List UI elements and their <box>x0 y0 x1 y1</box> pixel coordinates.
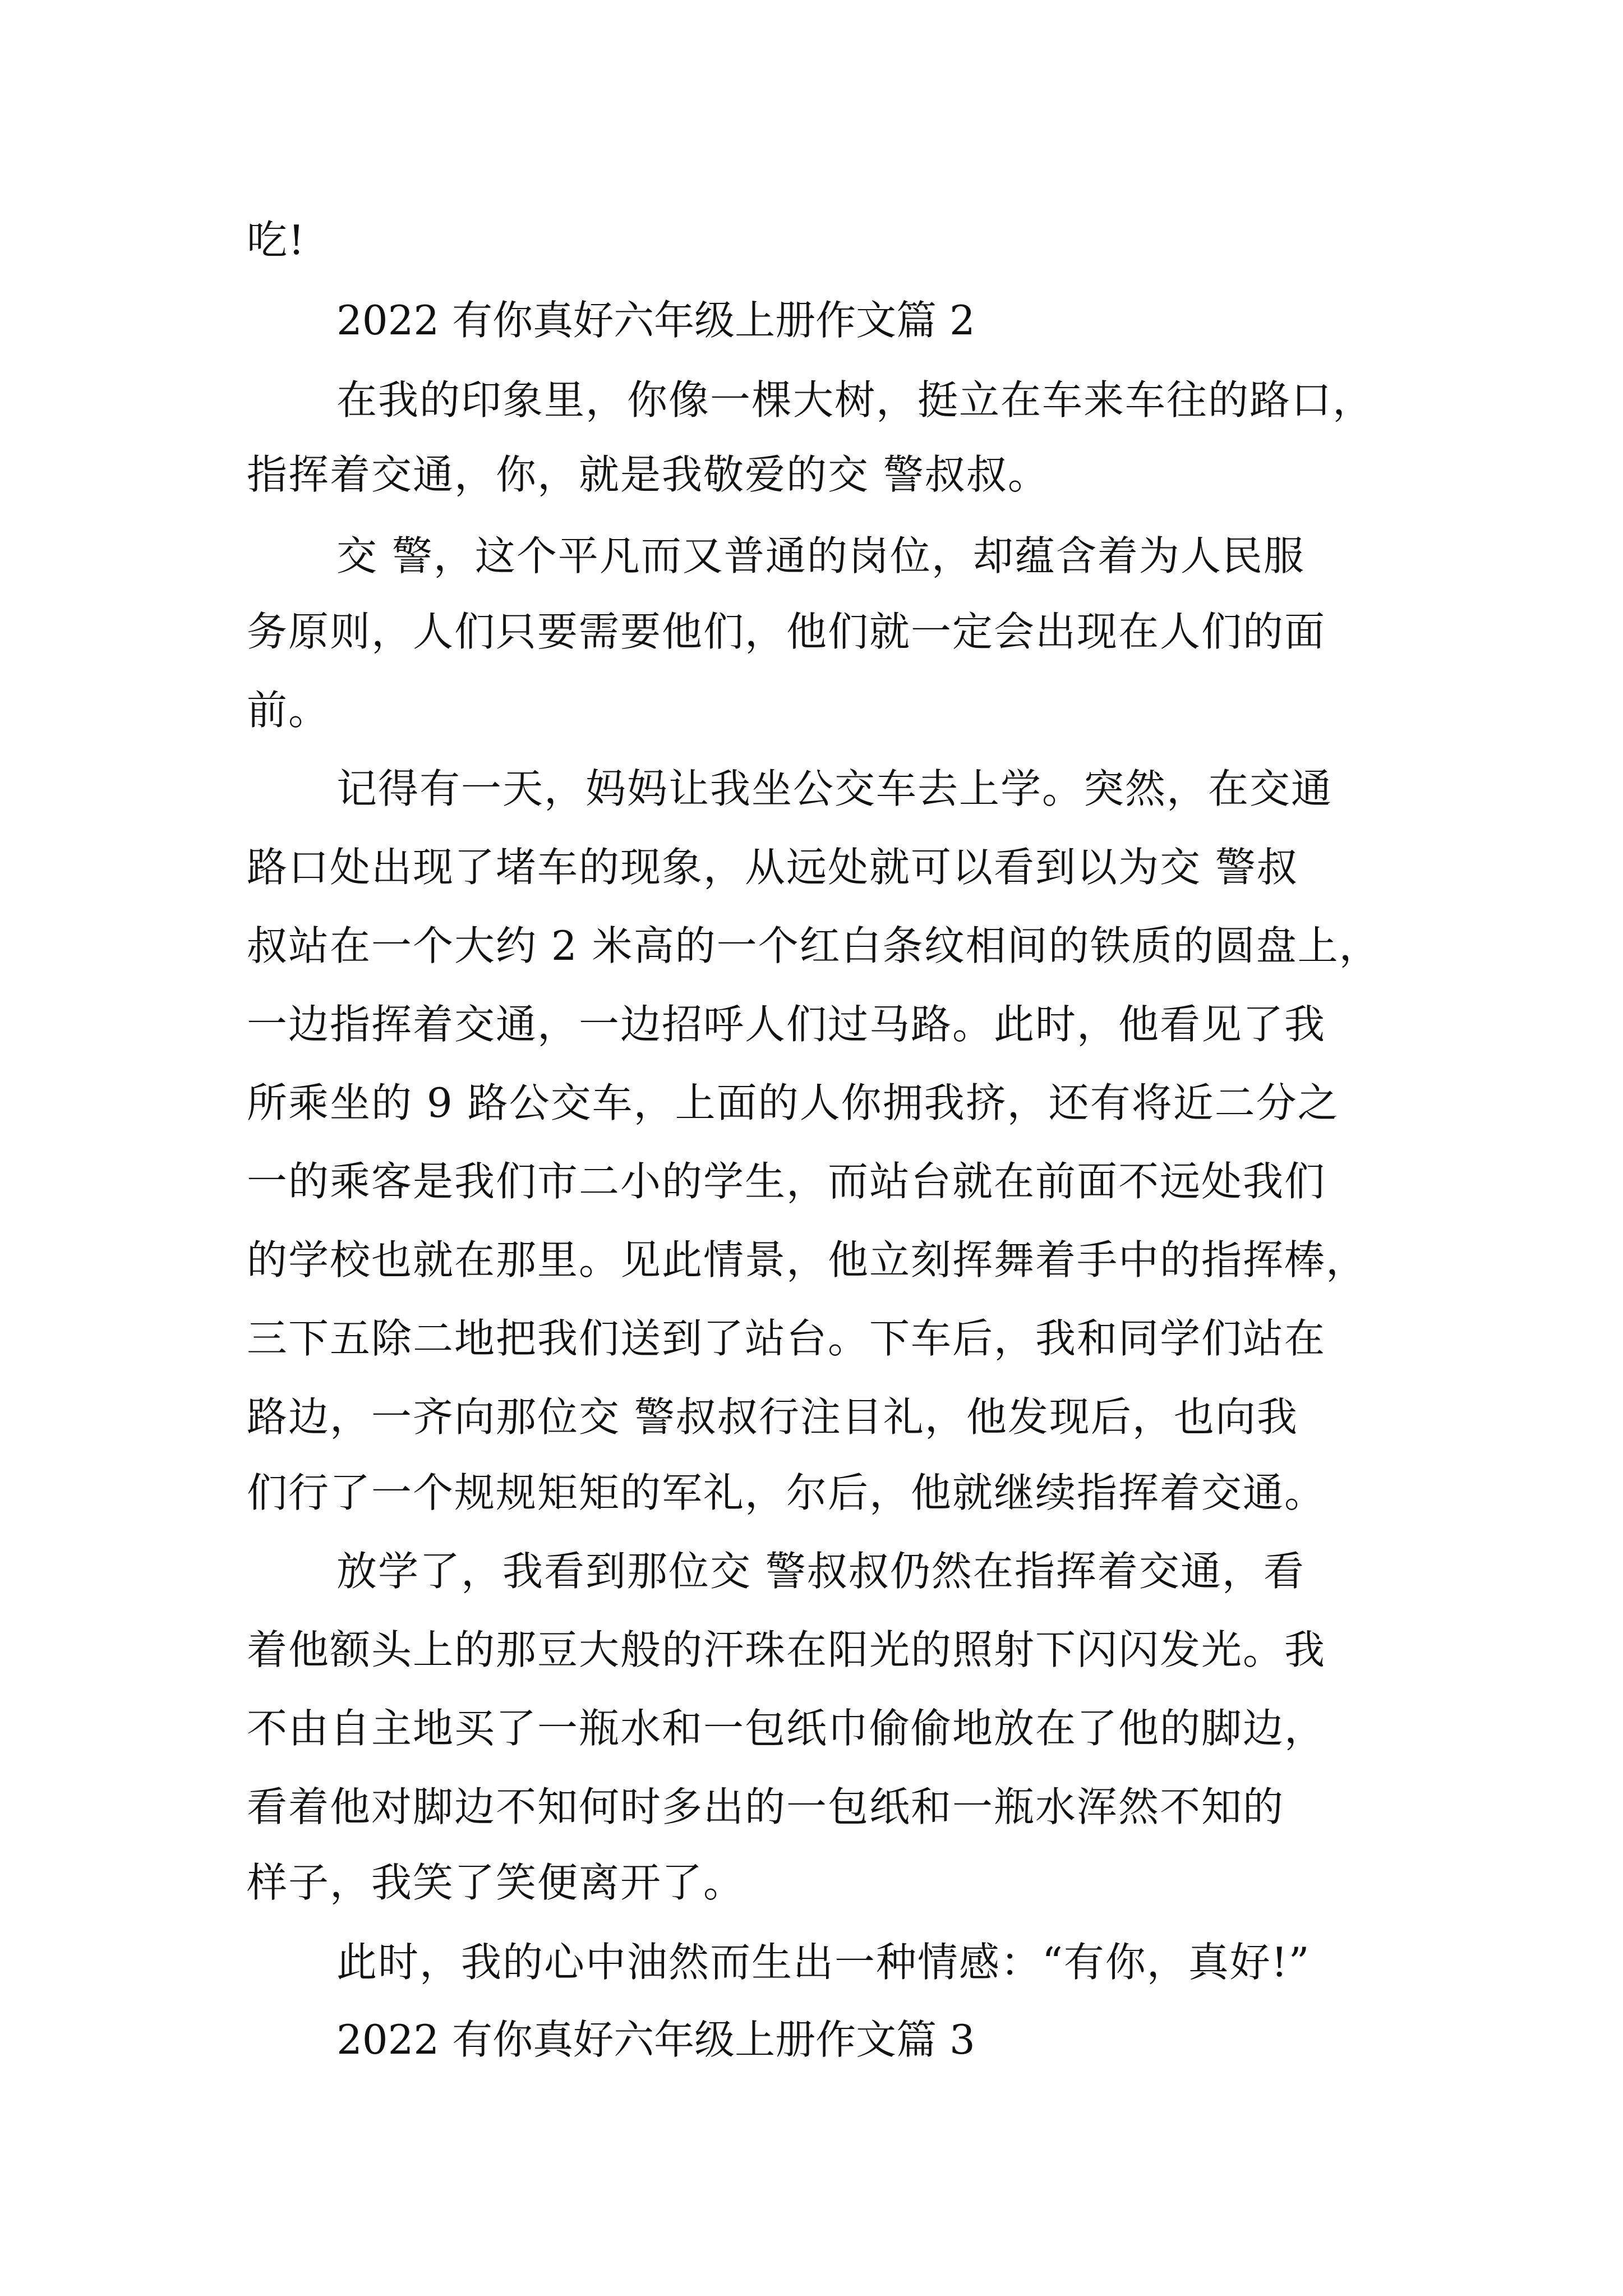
section-heading: 2022 有你真好六年级上册作文篇 2 <box>336 297 975 344</box>
text-line: 吃! <box>247 217 306 264</box>
text-line: 交 警，这个平凡而又普通的岗位，却蕴含着为人民服 <box>336 532 1305 579</box>
text-line: 指挥着交通，你，就是我敬爱的交 警叔叔。 <box>247 451 1049 498</box>
text-line: 着他额头上的那豆大般的汗珠在阳光的照射下闪闪发光。我 <box>247 1626 1326 1673</box>
text-line: 一边指挥着交通，一边招呼人们过马路。此时，他看见了我 <box>247 1001 1326 1048</box>
section-heading: 2022 有你真好六年级上册作文篇 3 <box>336 2016 975 2063</box>
text-line: 前。 <box>247 687 330 734</box>
text-line: 不由自主地买了一瓶水和一包纸巾偷偷地放在了他的脚边， <box>247 1705 1326 1752</box>
text-line: 叔站在一个大约 2 米高的一个红白条纹相间的铁质的圆盘上， <box>247 922 1381 969</box>
text-line: 在我的印象里，你像一棵大树，挺立在车来车往的路口， <box>336 376 1375 424</box>
text-line: 三下五除二地把我们送到了站台。下车后，我和同学们站在 <box>247 1315 1326 1362</box>
text-line: 一的乘客是我们市二小的学生，而站台就在前面不远处我们 <box>247 1158 1326 1205</box>
text-line: 此时，我的心中油然而生出一种情感：“有你，真好!” <box>336 1939 1311 1986</box>
text-line: 记得有一天，妈妈让我坐公交车去上学。突然，在交通 <box>336 765 1333 812</box>
text-line: 的学校也就在那里。见此情景，他立刻挥舞着手中的指挥棒， <box>247 1236 1368 1283</box>
text-line: 所乘坐的 9 路公交车，上面的人你拥我挤，还有将近二分之 <box>247 1079 1339 1126</box>
text-line: 路口处出现了堵车的现象，从远处就可以看到以为交 警叔 <box>247 844 1298 891</box>
text-line: 样子，我笑了笑便离开了。 <box>247 1859 745 1906</box>
text-line: 看着他对脚边不知何时多出的一包纸和一瓶水浑然不知的 <box>247 1783 1285 1830</box>
text-line: 们行了一个规规矩矩的军礼，尔后，他就继续指挥着交通。 <box>247 1469 1326 1516</box>
text-line: 务原则，人们只要需要他们，他们就一定会出现在人们的面 <box>247 608 1326 655</box>
text-line: 路边，一齐向那位交 警叔叔行注目礼，他发现后，也向我 <box>247 1393 1298 1441</box>
text-line: 放学了，我看到那位交 警叔叔仍然在指挥着交通，看 <box>336 1548 1305 1595</box>
